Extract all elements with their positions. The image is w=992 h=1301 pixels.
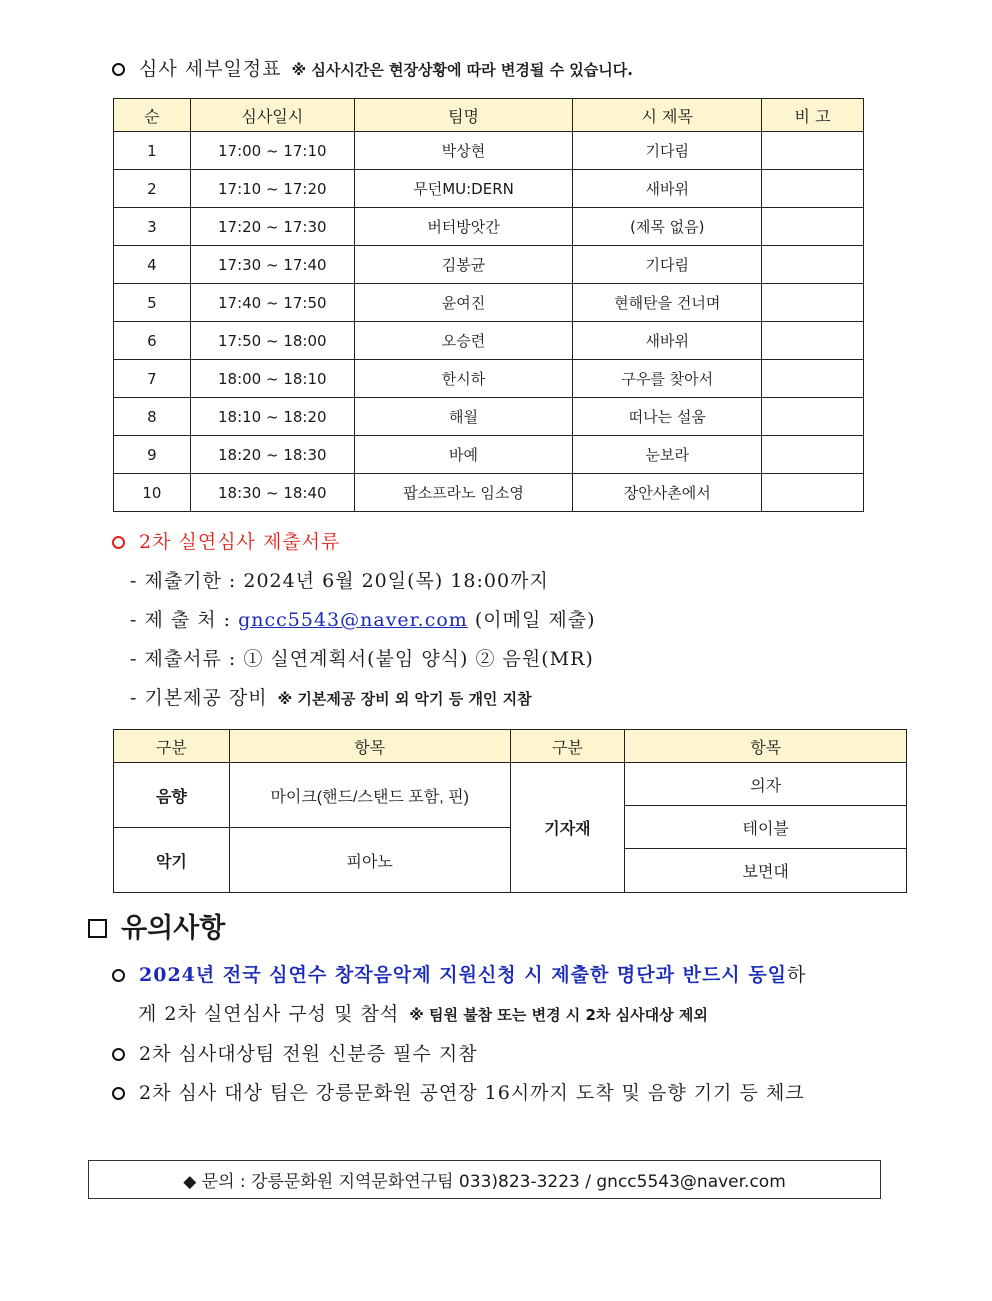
header-category: 구분 xyxy=(510,730,625,763)
table-row xyxy=(114,208,864,246)
cell-remark xyxy=(762,436,864,474)
cell-no: 5 xyxy=(114,284,191,322)
table-row xyxy=(114,398,864,436)
table-row xyxy=(114,360,864,398)
cell-no: 9 xyxy=(114,436,191,474)
sound-item: 마이크(핸드/스탠드 포함, 핀) xyxy=(229,763,510,828)
table-row xyxy=(114,322,864,360)
cell-poem: 새바위 xyxy=(573,322,762,360)
table-row xyxy=(114,246,864,284)
notes-item-3-text: 2차 심사 대상 팀은 강릉문화원 공연장 16시까지 도착 및 음향 기기 등 체크 xyxy=(139,1082,805,1104)
circle-bullet-icon xyxy=(112,536,125,549)
notes-item-1 xyxy=(112,960,806,987)
circle-bullet-icon xyxy=(112,969,125,982)
cell-remark xyxy=(762,208,864,246)
table-row xyxy=(114,474,864,512)
header-remark: 비 고 xyxy=(762,99,864,132)
cell-remark xyxy=(762,170,864,208)
cell-poem: 새바위 xyxy=(573,170,762,208)
cell-time: 17:00 ~ 17:10 xyxy=(190,132,354,170)
cell-time: 17:30 ~ 17:40 xyxy=(190,246,354,284)
email-link[interactable]: gncc5543@naver.com xyxy=(238,609,468,631)
cell-remark xyxy=(762,474,864,512)
cell-remark xyxy=(762,132,864,170)
table-row xyxy=(114,436,864,474)
cell-poem: 현해탄을 건너며 xyxy=(573,284,762,322)
cell-time: 17:10 ~ 17:20 xyxy=(190,170,354,208)
gear-item-table: 테이블 xyxy=(625,806,907,849)
cell-team: 윤여진 xyxy=(354,284,573,322)
cell-no: 10 xyxy=(114,474,191,512)
header-poem: 시 제목 xyxy=(573,99,762,132)
cell-no: 8 xyxy=(114,398,191,436)
header-item: 항목 xyxy=(229,730,510,763)
header-time: 심사일시 xyxy=(190,99,354,132)
cell-remark xyxy=(762,360,864,398)
cell-time: 17:40 ~ 17:50 xyxy=(190,284,354,322)
cell-no: 3 xyxy=(114,208,191,246)
header-category: 구분 xyxy=(114,730,230,763)
circle-bullet-icon xyxy=(112,1087,125,1100)
cell-remark xyxy=(762,246,864,284)
cell-remark xyxy=(762,398,864,436)
notes-item-2-text: 2차 심사대상팀 전원 신분증 필수 지참 xyxy=(139,1043,478,1065)
cell-team: 무던MU:DERN xyxy=(354,170,573,208)
notes-item-1-text: 게 2차 실연심사 구성 및 참석 xyxy=(138,1003,400,1025)
cell-team: 버터방앗간 xyxy=(354,208,573,246)
equipment-note: ※ 기본제공 장비 외 악기 등 개인 지참 xyxy=(277,690,532,708)
schedule-note: ※ 심사시간은 현장상황에 따라 변경될 수 있습니다. xyxy=(291,61,633,79)
header-item: 항목 xyxy=(625,730,907,763)
cell-time: 17:50 ~ 18:00 xyxy=(190,322,354,360)
cell-time: 18:10 ~ 18:20 xyxy=(190,398,354,436)
cell-poem: 기다림 xyxy=(573,132,762,170)
contact-text: ◆ 문의 : 강릉문화원 지역문화연구팀 033)823-3223 / gncc5543@naver.com xyxy=(183,1172,786,1192)
cell-team: 한시하 xyxy=(354,360,573,398)
schedule-header-row xyxy=(114,99,864,132)
circle-bullet-icon xyxy=(112,1048,125,1061)
instrument-category: 악기 xyxy=(114,828,230,893)
header-team: 팀명 xyxy=(354,99,573,132)
cell-team: 바예 xyxy=(354,436,573,474)
notes-item-2 xyxy=(112,1039,478,1066)
equipment-header-row xyxy=(114,730,907,763)
cell-no: 6 xyxy=(114,322,191,360)
notes-title: 유의사항 xyxy=(121,913,226,944)
cell-poem: 구우를 찾아서 xyxy=(573,360,762,398)
cell-team: 박상현 xyxy=(354,132,573,170)
instrument-item: 피아노 xyxy=(229,828,510,893)
destination-suffix: (이메일 제출) xyxy=(467,609,596,631)
circle-bullet-icon xyxy=(112,63,125,76)
schedule-title: 심사 세부일정표 xyxy=(139,58,282,80)
contact-box xyxy=(88,1160,881,1199)
cell-no: 4 xyxy=(114,246,191,284)
schedule-heading xyxy=(112,54,633,81)
submission-deadline: - 제출기한 : 2024년 6월 20일(목) 18:00까지 xyxy=(130,570,549,592)
cell-poem: 떠나는 설움 xyxy=(573,398,762,436)
notes-item-3 xyxy=(112,1078,805,1105)
submission-title: 2차 실연심사 제출서류 xyxy=(139,531,341,553)
cell-no: 1 xyxy=(114,132,191,170)
cell-poem: 눈보라 xyxy=(573,436,762,474)
cell-no: 2 xyxy=(114,170,191,208)
table-row xyxy=(114,132,864,170)
schedule-table xyxy=(113,98,864,512)
notes-item-1-line2 xyxy=(138,999,708,1026)
cell-team: 해월 xyxy=(354,398,573,436)
cell-time: 18:30 ~ 18:40 xyxy=(190,474,354,512)
gear-category: 기자재 xyxy=(510,763,625,893)
square-bullet-icon xyxy=(88,919,107,938)
gear-item-stand: 보면대 xyxy=(625,849,907,893)
submission-documents: - 제출서류 : ① 실연계획서(붙임 양식) ② 음원(MR) xyxy=(130,648,594,670)
cell-time: 17:20 ~ 17:30 xyxy=(190,208,354,246)
table-row xyxy=(114,170,864,208)
sound-category: 음향 xyxy=(114,763,230,828)
notes-heading xyxy=(88,906,225,945)
cell-poem: 장안사촌에서 xyxy=(573,474,762,512)
cell-poem: (제목 없음) xyxy=(573,208,762,246)
notes-item-1-tail: 하 xyxy=(786,964,807,986)
equipment-table xyxy=(113,729,907,893)
notes-item-1-note: ※ 팀원 불참 또는 변경 시 2차 심사대상 제외 xyxy=(409,1006,708,1024)
gear-item-chair: 의자 xyxy=(625,763,907,806)
cell-time: 18:20 ~ 18:30 xyxy=(190,436,354,474)
cell-poem: 기다림 xyxy=(573,246,762,284)
cell-remark xyxy=(762,284,864,322)
submission-destination xyxy=(130,605,596,632)
cell-team: 김봉균 xyxy=(354,246,573,284)
cell-remark xyxy=(762,322,864,360)
submission-heading xyxy=(112,527,340,554)
cell-no: 7 xyxy=(114,360,191,398)
notes-item-1-highlight: 2024년 전국 심연수 창작음악제 지원신청 시 제출한 명단과 반드시 동일 xyxy=(139,964,787,986)
cell-time: 18:00 ~ 18:10 xyxy=(190,360,354,398)
cell-team: 팝소프라노 임소영 xyxy=(354,474,573,512)
equipment-label: - 기본제공 장비 xyxy=(130,687,268,709)
destination-label: - 제 출 처 : xyxy=(130,609,239,631)
equipment-heading xyxy=(130,683,532,710)
table-row xyxy=(114,284,864,322)
header-no: 순 xyxy=(114,99,191,132)
cell-team: 오승련 xyxy=(354,322,573,360)
